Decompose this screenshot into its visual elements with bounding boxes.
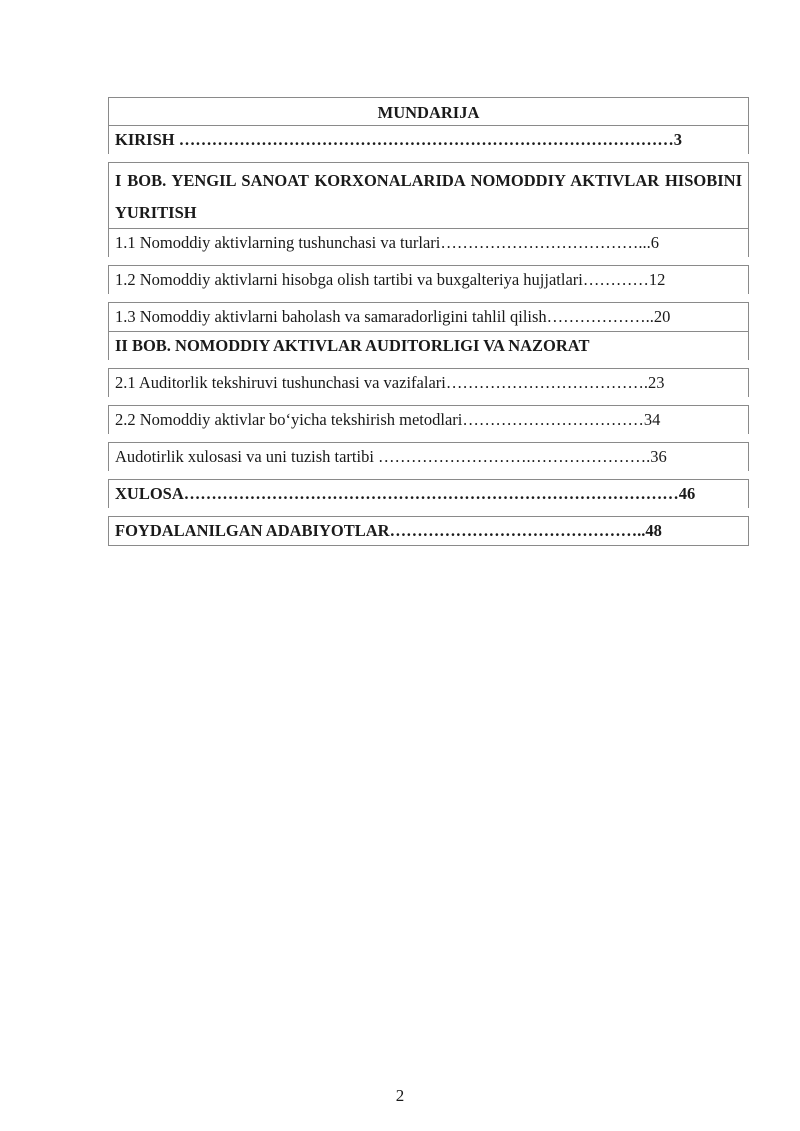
page-number: 2: [395, 1086, 405, 1105]
toc-gap: [108, 471, 749, 479]
toc-gap: [108, 294, 749, 302]
toc-gap: [108, 154, 749, 162]
toc-gap: [108, 360, 749, 368]
toc-entry-chapter-2[interactable]: II BOB. NOMODDIY AKTIVLAR AUDITORLIGI VA NAZORAT: [108, 331, 749, 360]
toc-entry-conclusion[interactable]: XULOSA………………………………………………………………………………46: [108, 479, 749, 508]
toc-entry-section-2-2[interactable]: 2.2 Nomoddiy aktivlar bo‘yicha tekshirish metodlari……………………………34: [108, 405, 749, 434]
toc-heading: MUNDARIJA: [108, 97, 749, 125]
toc-entry-section-1-1[interactable]: 1.1 Nomoddiy aktivlarning tushunchasi va turlari………………………………...6: [108, 228, 749, 257]
toc-gap: [108, 434, 749, 442]
toc-gap: [108, 397, 749, 405]
toc-entry-section-1-2[interactable]: 1.2 Nomoddiy aktivlarni hisobga olish tartibi va buxgalteriya hujjatlari…………12: [108, 265, 749, 294]
toc-entry-introduction[interactable]: KIRISH ………………………………………………………………………………3: [108, 125, 749, 154]
table-of-contents: [108, 97, 749, 546]
toc-gap: [108, 508, 749, 516]
toc-gap: [108, 257, 749, 265]
toc-entry-references[interactable]: FOYDALANILGAN ADABIYOTLAR………………………………………..48: [108, 516, 749, 546]
toc-entry-section-1-3[interactable]: 1.3 Nomoddiy aktivlarni baholash va samaradorligini tahlil qilish………………..20: [108, 302, 749, 331]
toc-entry-section-2-1[interactable]: 2.1 Auditorlik tekshiruvi tushunchasi va vazifalari……………………………….23: [108, 368, 749, 397]
toc-entry-chapter-1[interactable]: I BOB. YENGIL SANOAT KORXONALARIDA NOMODDIY AKTIVLAR HISOBINI YURITISH: [108, 162, 749, 228]
toc-entry-section-2-3[interactable]: Audotirlik xulosasi va uni tuzish tartibi ……………………….………………….36: [108, 442, 749, 471]
